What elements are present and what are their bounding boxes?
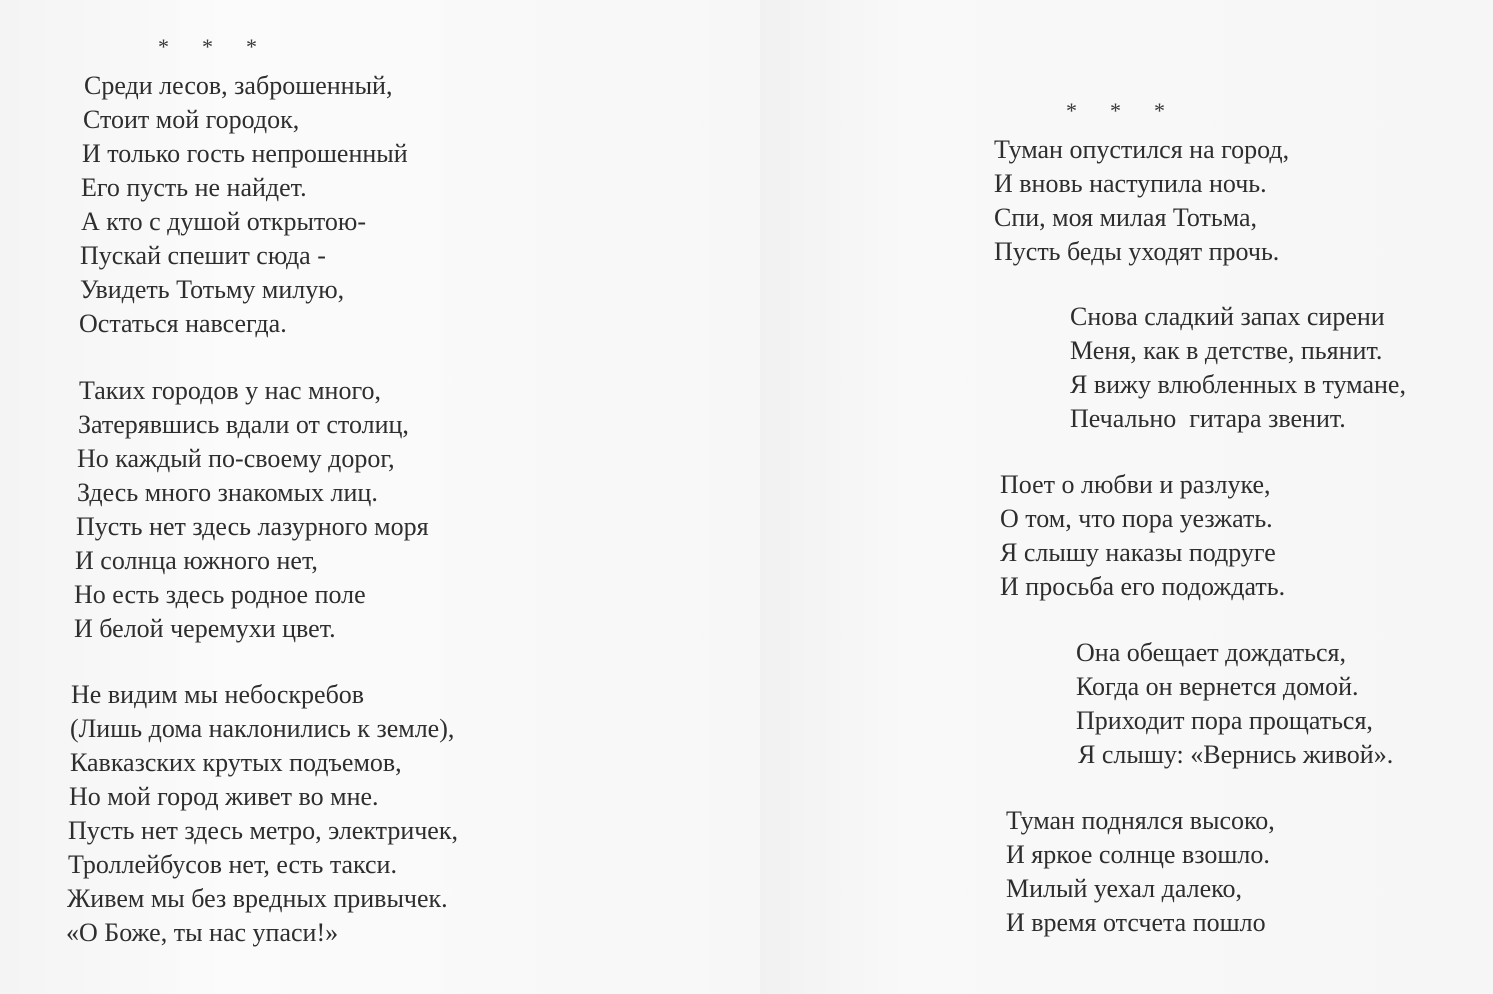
poem-line: Среди лесов, заброшенный, <box>84 71 393 100</box>
poem-line: Пусть нет здесь лазурного моря <box>76 512 429 541</box>
poem-line: Она обещает дождаться, <box>1076 638 1346 667</box>
poem-line: Я вижу влюбленных в тумане, <box>1070 370 1406 399</box>
poem-line: (Лишь дома наклонились к земле), <box>70 714 455 743</box>
poem-line: Пусть беды уходят прочь. <box>994 237 1280 266</box>
poem-line: Но есть здесь родное поле <box>74 580 366 609</box>
left-poem-stars: * * * <box>158 34 257 59</box>
poem-line: И вновь наступила ночь. <box>994 169 1267 198</box>
left-stanza-2 <box>74 374 429 646</box>
poem-line: Снова сладкий запах сирени <box>1070 302 1385 331</box>
poem-line: И время отсчета пошло <box>1006 908 1266 937</box>
poem-line: А кто с душой открытою- <box>81 207 367 236</box>
poem-line: Стоит мой городок, <box>83 105 300 134</box>
poem-line: Пусть нет здесь метро, электричек, <box>68 816 458 845</box>
poem-line: Пускай спешит сюда - <box>80 241 326 270</box>
poem-line: Троллейбусов нет, есть такси. <box>68 850 397 879</box>
right-stanza-4 <box>1076 636 1393 772</box>
poem-line: О том, что пора уезжать. <box>1000 504 1273 533</box>
left-stanza-3 <box>66 678 458 950</box>
poem-line: Когда он вернется домой. <box>1076 672 1359 701</box>
poem-line: Спи, моя милая Тотьма, <box>994 203 1258 232</box>
poem-line: Таких городов у нас много, <box>79 376 381 405</box>
poem-line: И солнца южного нет, <box>75 546 318 575</box>
right-stanza-5 <box>1006 804 1275 940</box>
poem-line: Меня, как в детстве, пьянит. <box>1070 336 1383 365</box>
poem-line: Печально гитара звенит. <box>1070 404 1346 433</box>
right-page <box>760 0 1493 994</box>
poem-line: Его пусть не найдет. <box>81 173 307 202</box>
poem-line: Поет о любви и разлуке, <box>1000 470 1271 499</box>
left-stanza-1 <box>80 69 408 341</box>
poem-line: Здесь много знакомых лиц. <box>77 478 378 507</box>
poem-line: И просьба его подождать. <box>1000 572 1286 601</box>
poem-line: Я слышу: «Вернись живой». <box>1078 740 1394 769</box>
poem-line: Остаться навсегда. <box>79 309 287 338</box>
poem-line: Но каждый по-своему дорог, <box>77 444 395 473</box>
right-stanza-1 <box>994 133 1289 269</box>
poem-line: И белой черемухи цвет. <box>74 614 336 643</box>
poem-line: И только гость непрошенный <box>82 139 408 168</box>
poem-line: И яркое солнце взошло. <box>1006 840 1270 869</box>
right-stanza-3 <box>1000 468 1285 604</box>
poem-line: «О Боже, ты нас упаси!» <box>66 918 339 947</box>
poem-line: Приходит пора прощаться, <box>1076 706 1373 735</box>
poem-line: Кавказских крутых подъемов, <box>70 748 402 777</box>
poem-line: Милый уехал далеко, <box>1006 874 1242 903</box>
poem-line: Увидеть Тотьму милую, <box>80 275 345 304</box>
right-stanza-2 <box>1070 300 1406 436</box>
poem-line: Но мой город живет во мне. <box>69 782 379 811</box>
poem-line: Туман поднялся высоко, <box>1006 806 1275 835</box>
poem-line: Затерявшись вдали от столиц, <box>78 410 409 439</box>
poem-line: Живем мы без вредных привычек. <box>67 884 448 913</box>
poem-line: Туман опустился на город, <box>994 135 1290 164</box>
poem-line: Я слышу наказы подруге <box>1000 538 1276 567</box>
right-poem-stars: * * * <box>1066 98 1165 123</box>
poem-line: Не видим мы небоскребов <box>71 680 365 709</box>
